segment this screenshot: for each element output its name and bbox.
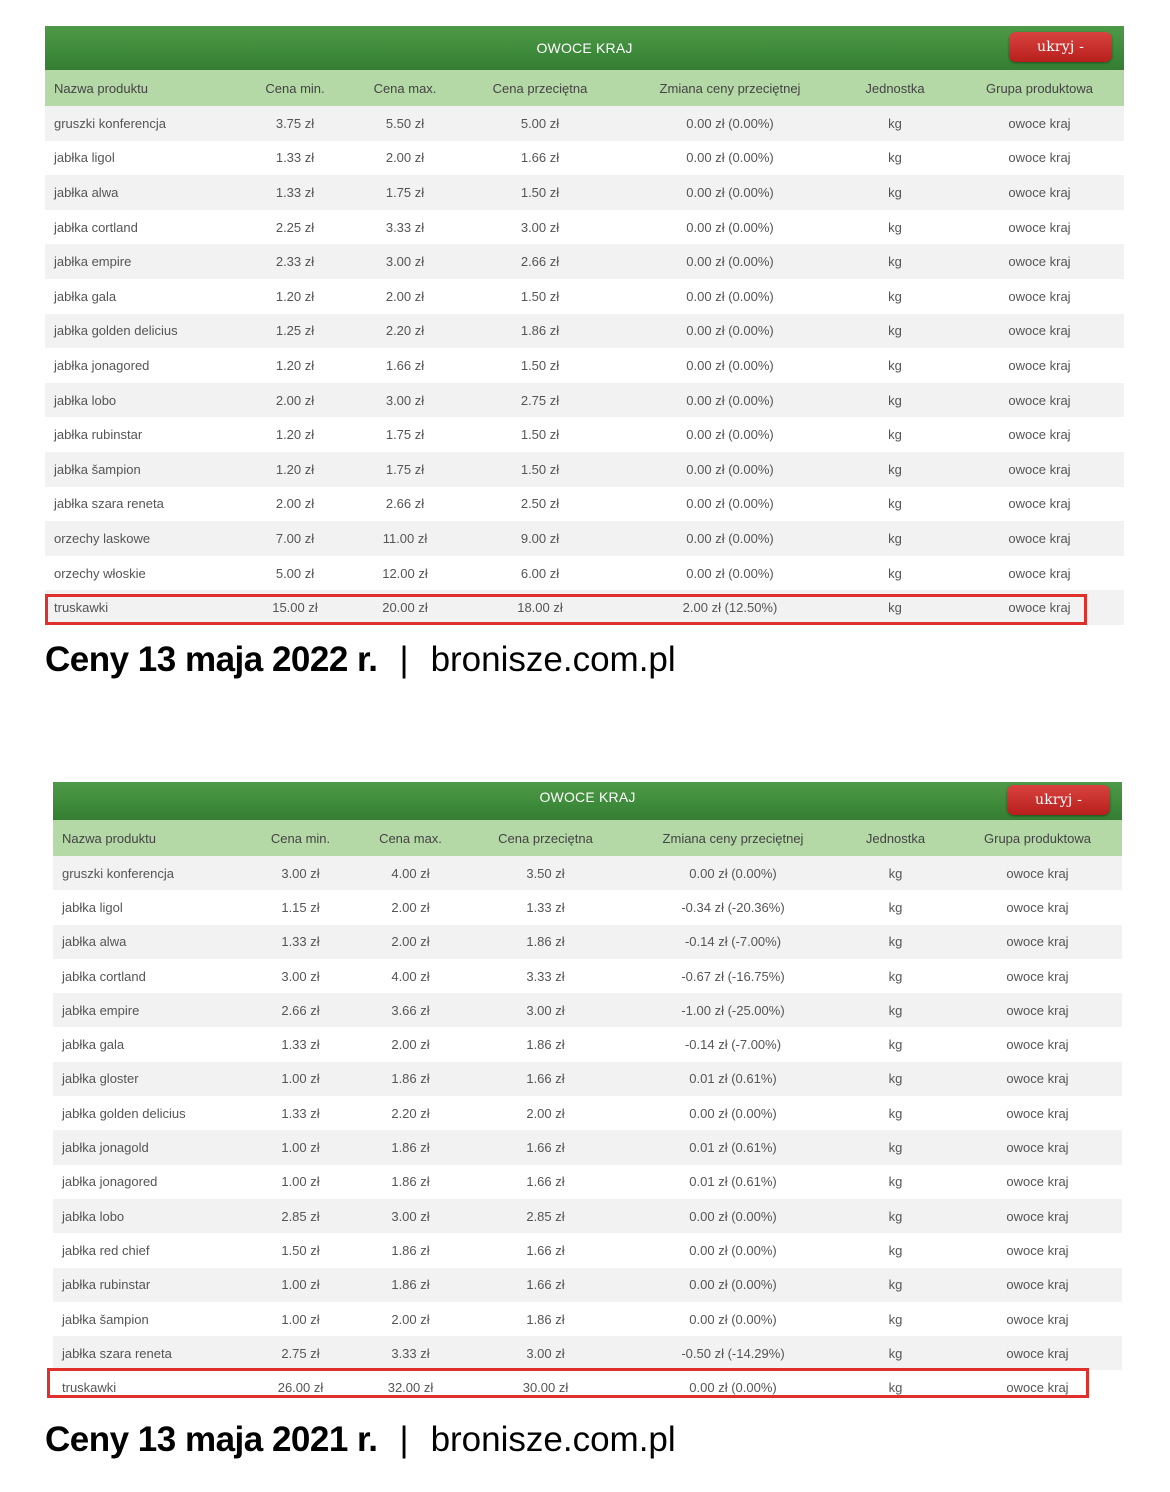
cell-unit: kg <box>838 1130 953 1164</box>
cell-name: jabłka rubinstar <box>45 417 235 452</box>
cell-avg-price: 5.00 zł <box>455 106 625 141</box>
cell-product-group: owoce kraj <box>953 1302 1122 1336</box>
column-header-price-change: Zmiana ceny przeciętnej <box>625 70 835 106</box>
cell-avg-price: 2.00 zł <box>463 1096 628 1130</box>
cell-max-price: 20.00 zł <box>355 590 455 625</box>
caption-date: Ceny 13 maja 2021 r. <box>45 1420 378 1459</box>
cell-product-group: owoce kraj <box>953 1027 1122 1061</box>
cell-price-change: 0.00 zł (0.00%) <box>625 521 835 556</box>
cell-min-price: 2.33 zł <box>235 244 355 279</box>
cell-name: truskawki <box>45 590 235 625</box>
cell-min-price: 1.50 zł <box>243 1233 358 1267</box>
cell-product-group: owoce kraj <box>955 417 1124 452</box>
cell-price-change: 0.00 zł (0.00%) <box>628 1370 838 1404</box>
cell-name: jabłka jonagold <box>53 1130 243 1164</box>
cell-max-price: 2.00 zł <box>358 925 463 959</box>
cell-product-group: owoce kraj <box>955 244 1124 279</box>
cell-avg-price: 1.50 zł <box>455 279 625 314</box>
cell-unit: kg <box>838 1062 953 1096</box>
cell-product-group: owoce kraj <box>955 141 1124 176</box>
cell-price-change: 0.00 zł (0.00%) <box>625 314 835 349</box>
cell-product-group: owoce kraj <box>955 106 1124 141</box>
cell-avg-price: 30.00 zł <box>463 1370 628 1404</box>
cell-product-group: owoce kraj <box>955 521 1124 556</box>
cell-name: jabłka gala <box>53 1027 243 1061</box>
cell-max-price: 32.00 zł <box>358 1370 463 1404</box>
cell-max-price: 5.50 zł <box>355 106 455 141</box>
cell-name: jabłka cortland <box>45 210 235 245</box>
cell-min-price: 1.33 zł <box>243 1027 358 1061</box>
cell-unit: kg <box>835 452 955 487</box>
cell-avg-price: 1.66 zł <box>463 1233 628 1267</box>
cell-product-group: owoce kraj <box>955 383 1124 418</box>
cell-avg-price: 9.00 zł <box>455 521 625 556</box>
cell-avg-price: 1.50 zł <box>455 348 625 383</box>
cell-name: jabłka empire <box>53 993 243 1027</box>
cell-avg-price: 1.86 zł <box>455 314 625 349</box>
cell-product-group: owoce kraj <box>953 890 1122 924</box>
cell-unit: kg <box>838 1302 953 1336</box>
cell-min-price: 2.66 zł <box>243 993 358 1027</box>
cell-avg-price: 6.00 zł <box>455 556 625 591</box>
cell-min-price: 1.00 zł <box>243 1062 358 1096</box>
cell-min-price: 1.00 zł <box>243 1268 358 1302</box>
cell-product-group: owoce kraj <box>955 590 1124 625</box>
cell-avg-price: 1.86 zł <box>463 1302 628 1336</box>
column-header-name: Nazwa produktu <box>53 820 243 856</box>
cell-name: jabłka red chief <box>53 1233 243 1267</box>
cell-max-price: 1.75 zł <box>355 417 455 452</box>
table-title: OWOCE KRAJ <box>539 789 636 805</box>
cell-avg-price: 3.33 zł <box>463 959 628 993</box>
cell-unit: kg <box>838 993 953 1027</box>
cell-price-change: 0.01 zł (0.61%) <box>628 1165 838 1199</box>
cell-max-price: 1.86 zł <box>358 1165 463 1199</box>
table-row <box>53 1199 1122 1233</box>
cell-product-group: owoce kraj <box>955 314 1124 349</box>
cell-max-price: 1.86 zł <box>358 1062 463 1096</box>
cell-avg-price: 1.50 zł <box>455 417 625 452</box>
cell-avg-price: 1.66 zł <box>463 1268 628 1302</box>
cell-avg-price: 2.50 zł <box>455 487 625 522</box>
caption-source: bronisze.com.pl <box>430 640 676 679</box>
cell-unit: kg <box>835 244 955 279</box>
cell-price-change: 0.00 zł (0.00%) <box>628 1302 838 1336</box>
table-row <box>45 279 1124 314</box>
cell-product-group: owoce kraj <box>953 925 1122 959</box>
table-row <box>45 521 1124 556</box>
cell-price-change: 0.00 zł (0.00%) <box>625 210 835 245</box>
cell-unit: kg <box>838 959 953 993</box>
cell-max-price: 2.00 zł <box>358 1027 463 1061</box>
column-header-avg-price: Cena przeciętna <box>463 820 628 856</box>
table-row <box>45 210 1124 245</box>
cell-min-price: 15.00 zł <box>235 590 355 625</box>
cell-price-change: 0.00 zł (0.00%) <box>625 452 835 487</box>
table-row <box>53 1130 1122 1164</box>
cell-price-change: -1.00 zł (-25.00%) <box>628 993 838 1027</box>
cell-name: jabłka empire <box>45 244 235 279</box>
cell-unit: kg <box>838 925 953 959</box>
cell-unit: kg <box>835 383 955 418</box>
price-table <box>53 820 1122 1405</box>
cell-unit: kg <box>835 487 955 522</box>
table-body <box>53 856 1122 1405</box>
cell-min-price: 1.00 zł <box>243 1302 358 1336</box>
cell-price-change: 0.00 zł (0.00%) <box>625 487 835 522</box>
cell-max-price: 2.00 zł <box>358 1302 463 1336</box>
cell-name: jabłka szara reneta <box>53 1336 243 1370</box>
table-row <box>53 993 1122 1027</box>
cell-max-price: 4.00 zł <box>358 856 463 890</box>
cell-unit: kg <box>838 890 953 924</box>
cell-price-change: -0.14 zł (-7.00%) <box>628 1027 838 1061</box>
cell-name: jabłka cortland <box>53 959 243 993</box>
cell-min-price: 1.20 zł <box>235 417 355 452</box>
cell-product-group: owoce kraj <box>955 175 1124 210</box>
cell-min-price: 26.00 zł <box>243 1370 358 1404</box>
cell-max-price: 1.86 zł <box>358 1268 463 1302</box>
cell-min-price: 1.20 zł <box>235 452 355 487</box>
cell-max-price: 4.00 zł <box>358 959 463 993</box>
hide-button[interactable]: ukryj - <box>1009 32 1112 62</box>
table-row <box>45 452 1124 487</box>
cell-product-group: owoce kraj <box>953 856 1122 890</box>
price-table-panel-2021 <box>53 782 1122 1405</box>
cell-unit: kg <box>835 210 955 245</box>
table-row <box>45 383 1124 418</box>
cell-product-group: owoce kraj <box>955 556 1124 591</box>
column-header-min-price: Cena min. <box>235 70 355 106</box>
cell-unit: kg <box>838 1096 953 1130</box>
cell-unit: kg <box>835 556 955 591</box>
table-row <box>53 1302 1122 1336</box>
cell-unit: kg <box>835 106 955 141</box>
cell-price-change: 0.00 zł (0.00%) <box>625 417 835 452</box>
table-row <box>45 106 1124 141</box>
column-header-min-price: Cena min. <box>243 820 358 856</box>
cell-max-price: 11.00 zł <box>355 521 455 556</box>
cell-avg-price: 3.00 zł <box>463 1336 628 1370</box>
column-header-name: Nazwa produktu <box>45 70 235 106</box>
cell-min-price: 1.00 zł <box>243 1130 358 1164</box>
cell-avg-price: 3.50 zł <box>463 856 628 890</box>
cell-name: jabłka lobo <box>53 1199 243 1233</box>
cell-avg-price: 1.66 zł <box>463 1062 628 1096</box>
cell-avg-price: 1.66 zł <box>455 141 625 176</box>
cell-min-price: 1.33 zł <box>235 141 355 176</box>
cell-name: orzechy laskowe <box>45 521 235 556</box>
cell-name: jabłka šampion <box>45 452 235 487</box>
cell-min-price: 1.33 zł <box>235 175 355 210</box>
cell-avg-price: 1.86 zł <box>463 1027 628 1061</box>
cell-price-change: 0.00 zł (0.00%) <box>625 348 835 383</box>
cell-name: jabłka šampion <box>53 1302 243 1336</box>
table-title: OWOCE KRAJ <box>536 40 633 56</box>
cell-max-price: 3.33 zł <box>358 1336 463 1370</box>
cell-name: gruszki konferencja <box>45 106 235 141</box>
cell-product-group: owoce kraj <box>955 452 1124 487</box>
column-header-product-group: Grupa produktowa <box>953 820 1122 856</box>
cell-price-change: 0.01 zł (0.61%) <box>628 1130 838 1164</box>
table-row <box>53 959 1122 993</box>
cell-product-group: owoce kraj <box>953 1268 1122 1302</box>
cell-unit: kg <box>838 1233 953 1267</box>
cell-max-price: 12.00 zł <box>355 556 455 591</box>
cell-max-price: 2.00 zł <box>358 890 463 924</box>
cell-avg-price: 1.50 zł <box>455 452 625 487</box>
cell-max-price: 2.20 zł <box>358 1096 463 1130</box>
column-header-price-change: Zmiana ceny przeciętnej <box>628 820 838 856</box>
cell-unit: kg <box>838 1336 953 1370</box>
cell-max-price: 2.00 zł <box>355 141 455 176</box>
cell-max-price: 2.20 zł <box>355 314 455 349</box>
cell-max-price: 3.00 zł <box>355 244 455 279</box>
cell-max-price: 3.00 zł <box>358 1199 463 1233</box>
table-row <box>53 1027 1122 1061</box>
table-row <box>45 487 1124 522</box>
cell-price-change: 0.00 zł (0.00%) <box>628 1233 838 1267</box>
table-row <box>45 348 1124 383</box>
cell-product-group: owoce kraj <box>953 1062 1122 1096</box>
cell-min-price: 3.75 zł <box>235 106 355 141</box>
cell-product-group: owoce kraj <box>955 279 1124 314</box>
cell-price-change: 0.00 zł (0.00%) <box>628 856 838 890</box>
table-header-row <box>53 820 1122 856</box>
table-row <box>53 856 1122 890</box>
price-table-panel-2022 <box>45 26 1124 625</box>
cell-avg-price: 3.00 zł <box>463 993 628 1027</box>
cell-price-change: 0.00 zł (0.00%) <box>625 106 835 141</box>
cell-price-change: -0.50 zł (-14.29%) <box>628 1336 838 1370</box>
cell-max-price: 3.33 zł <box>355 210 455 245</box>
column-header-max-price: Cena max. <box>358 820 463 856</box>
cell-product-group: owoce kraj <box>955 348 1124 383</box>
column-header-unit: Jednostka <box>835 70 955 106</box>
table-row <box>53 1165 1122 1199</box>
cell-unit: kg <box>835 417 955 452</box>
cell-price-change: 0.00 zł (0.00%) <box>625 556 835 591</box>
table-row <box>53 1370 1122 1404</box>
cell-price-change: 0.00 zł (0.00%) <box>625 175 835 210</box>
cell-min-price: 2.85 zł <box>243 1199 358 1233</box>
cell-unit: kg <box>835 141 955 176</box>
cell-price-change: -0.34 zł (-20.36%) <box>628 890 838 924</box>
cell-min-price: 2.25 zł <box>235 210 355 245</box>
cell-name: jabłka ligol <box>45 141 235 176</box>
table-row <box>53 1268 1122 1302</box>
cell-product-group: owoce kraj <box>953 1165 1122 1199</box>
cell-avg-price: 1.66 zł <box>463 1130 628 1164</box>
table-row <box>53 1336 1122 1370</box>
cell-avg-price: 1.50 zł <box>455 175 625 210</box>
table-row <box>45 556 1124 591</box>
cell-unit: kg <box>835 175 955 210</box>
cell-price-change: 0.00 zł (0.00%) <box>625 383 835 418</box>
table-row <box>53 1233 1122 1267</box>
cell-min-price: 2.75 zł <box>243 1336 358 1370</box>
cell-unit: kg <box>838 1027 953 1061</box>
cell-min-price: 1.33 zł <box>243 925 358 959</box>
cell-price-change: 0.00 zł (0.00%) <box>628 1199 838 1233</box>
cell-min-price: 3.00 zł <box>243 856 358 890</box>
cell-product-group: owoce kraj <box>953 959 1122 993</box>
cell-product-group: owoce kraj <box>953 1233 1122 1267</box>
table-row <box>53 925 1122 959</box>
cell-min-price: 1.20 zł <box>235 348 355 383</box>
cell-price-change: -0.14 zł (-7.00%) <box>628 925 838 959</box>
cell-price-change: 0.00 zł (0.00%) <box>625 141 835 176</box>
cell-name: jabłka alwa <box>53 925 243 959</box>
cell-min-price: 7.00 zł <box>235 521 355 556</box>
cell-max-price: 1.75 zł <box>355 452 455 487</box>
cell-product-group: owoce kraj <box>953 1336 1122 1370</box>
cell-avg-price: 18.00 zł <box>455 590 625 625</box>
cell-avg-price: 1.66 zł <box>463 1165 628 1199</box>
cell-max-price: 2.66 zł <box>355 487 455 522</box>
caption-separator: | <box>399 640 409 679</box>
cell-min-price: 1.25 zł <box>235 314 355 349</box>
cell-max-price: 3.00 zł <box>355 383 455 418</box>
cell-name: orzechy włoskie <box>45 556 235 591</box>
cell-min-price: 5.00 zł <box>235 556 355 591</box>
cell-name: jabłka golden delicius <box>53 1096 243 1130</box>
table-row <box>53 1096 1122 1130</box>
cell-avg-price: 2.66 zł <box>455 244 625 279</box>
cell-price-change: 0.00 zł (0.00%) <box>628 1096 838 1130</box>
cell-product-group: owoce kraj <box>953 1199 1122 1233</box>
caption-source: bronisze.com.pl <box>430 1420 676 1459</box>
cell-avg-price: 1.86 zł <box>463 925 628 959</box>
cell-name: jabłka jonagored <box>53 1165 243 1199</box>
cell-max-price: 1.86 zł <box>358 1233 463 1267</box>
cell-name: jabłka ligol <box>53 890 243 924</box>
cell-max-price: 2.00 zł <box>355 279 455 314</box>
cell-min-price: 1.00 zł <box>243 1165 358 1199</box>
cell-unit: kg <box>838 856 953 890</box>
cell-price-change: 0.00 zł (0.00%) <box>625 244 835 279</box>
cell-name: jabłka rubinstar <box>53 1268 243 1302</box>
cell-min-price: 2.00 zł <box>235 383 355 418</box>
cell-unit: kg <box>838 1268 953 1302</box>
cell-max-price: 1.66 zł <box>355 348 455 383</box>
cell-avg-price: 1.33 zł <box>463 890 628 924</box>
cell-price-change: -0.67 zł (-16.75%) <box>628 959 838 993</box>
cell-price-change: 2.00 zł (12.50%) <box>625 590 835 625</box>
cell-name: jabłka lobo <box>45 383 235 418</box>
cell-product-group: owoce kraj <box>955 487 1124 522</box>
cell-avg-price: 2.75 zł <box>455 383 625 418</box>
table-row <box>45 590 1124 625</box>
column-header-unit: Jednostka <box>838 820 953 856</box>
cell-product-group: owoce kraj <box>953 993 1122 1027</box>
cell-unit: kg <box>835 521 955 556</box>
cell-unit: kg <box>835 590 955 625</box>
cell-price-change: 0.01 zł (0.61%) <box>628 1062 838 1096</box>
cell-name: truskawki <box>53 1370 243 1404</box>
cell-product-group: owoce kraj <box>953 1130 1122 1164</box>
cell-min-price: 3.00 zł <box>243 959 358 993</box>
caption-2021 <box>45 1420 676 1460</box>
cell-min-price: 1.33 zł <box>243 1096 358 1130</box>
table-row <box>53 1062 1122 1096</box>
table-row <box>45 314 1124 349</box>
cell-product-group: owoce kraj <box>953 1096 1122 1130</box>
cell-unit: kg <box>835 348 955 383</box>
cell-max-price: 1.86 zł <box>358 1130 463 1164</box>
cell-name: jabłka gala <box>45 279 235 314</box>
caption-separator: | <box>399 1420 409 1459</box>
cell-product-group: owoce kraj <box>953 1370 1122 1404</box>
caption-2022 <box>45 640 676 680</box>
table-row <box>53 890 1122 924</box>
cell-name: jabłka alwa <box>45 175 235 210</box>
table-body <box>45 106 1124 625</box>
table-title-bar <box>53 782 1122 820</box>
column-header-max-price: Cena max. <box>355 70 455 106</box>
cell-min-price: 1.20 zł <box>235 279 355 314</box>
cell-min-price: 2.00 zł <box>235 487 355 522</box>
table-title-bar <box>45 26 1124 70</box>
cell-price-change: 0.00 zł (0.00%) <box>628 1268 838 1302</box>
cell-max-price: 3.66 zł <box>358 993 463 1027</box>
cell-unit: kg <box>835 314 955 349</box>
cell-max-price: 1.75 zł <box>355 175 455 210</box>
table-row <box>45 417 1124 452</box>
table-header-row <box>45 70 1124 106</box>
cell-name: jabłka golden delicius <box>45 314 235 349</box>
table-row <box>45 141 1124 176</box>
cell-unit: kg <box>838 1199 953 1233</box>
cell-name: jabłka szara reneta <box>45 487 235 522</box>
table-row <box>45 244 1124 279</box>
cell-unit: kg <box>838 1370 953 1404</box>
cell-unit: kg <box>835 279 955 314</box>
hide-button[interactable]: ukryj - <box>1007 785 1110 815</box>
column-header-product-group: Grupa produktowa <box>955 70 1124 106</box>
cell-name: gruszki konferencja <box>53 856 243 890</box>
caption-date: Ceny 13 maja 2022 r. <box>45 640 378 679</box>
column-header-avg-price: Cena przeciętna <box>455 70 625 106</box>
cell-avg-price: 2.85 zł <box>463 1199 628 1233</box>
cell-name: jabłka gloster <box>53 1062 243 1096</box>
price-table <box>45 70 1124 625</box>
cell-avg-price: 3.00 zł <box>455 210 625 245</box>
cell-price-change: 0.00 zł (0.00%) <box>625 279 835 314</box>
cell-name: jabłka jonagored <box>45 348 235 383</box>
cell-min-price: 1.15 zł <box>243 890 358 924</box>
table-row <box>45 175 1124 210</box>
cell-unit: kg <box>838 1165 953 1199</box>
cell-product-group: owoce kraj <box>955 210 1124 245</box>
